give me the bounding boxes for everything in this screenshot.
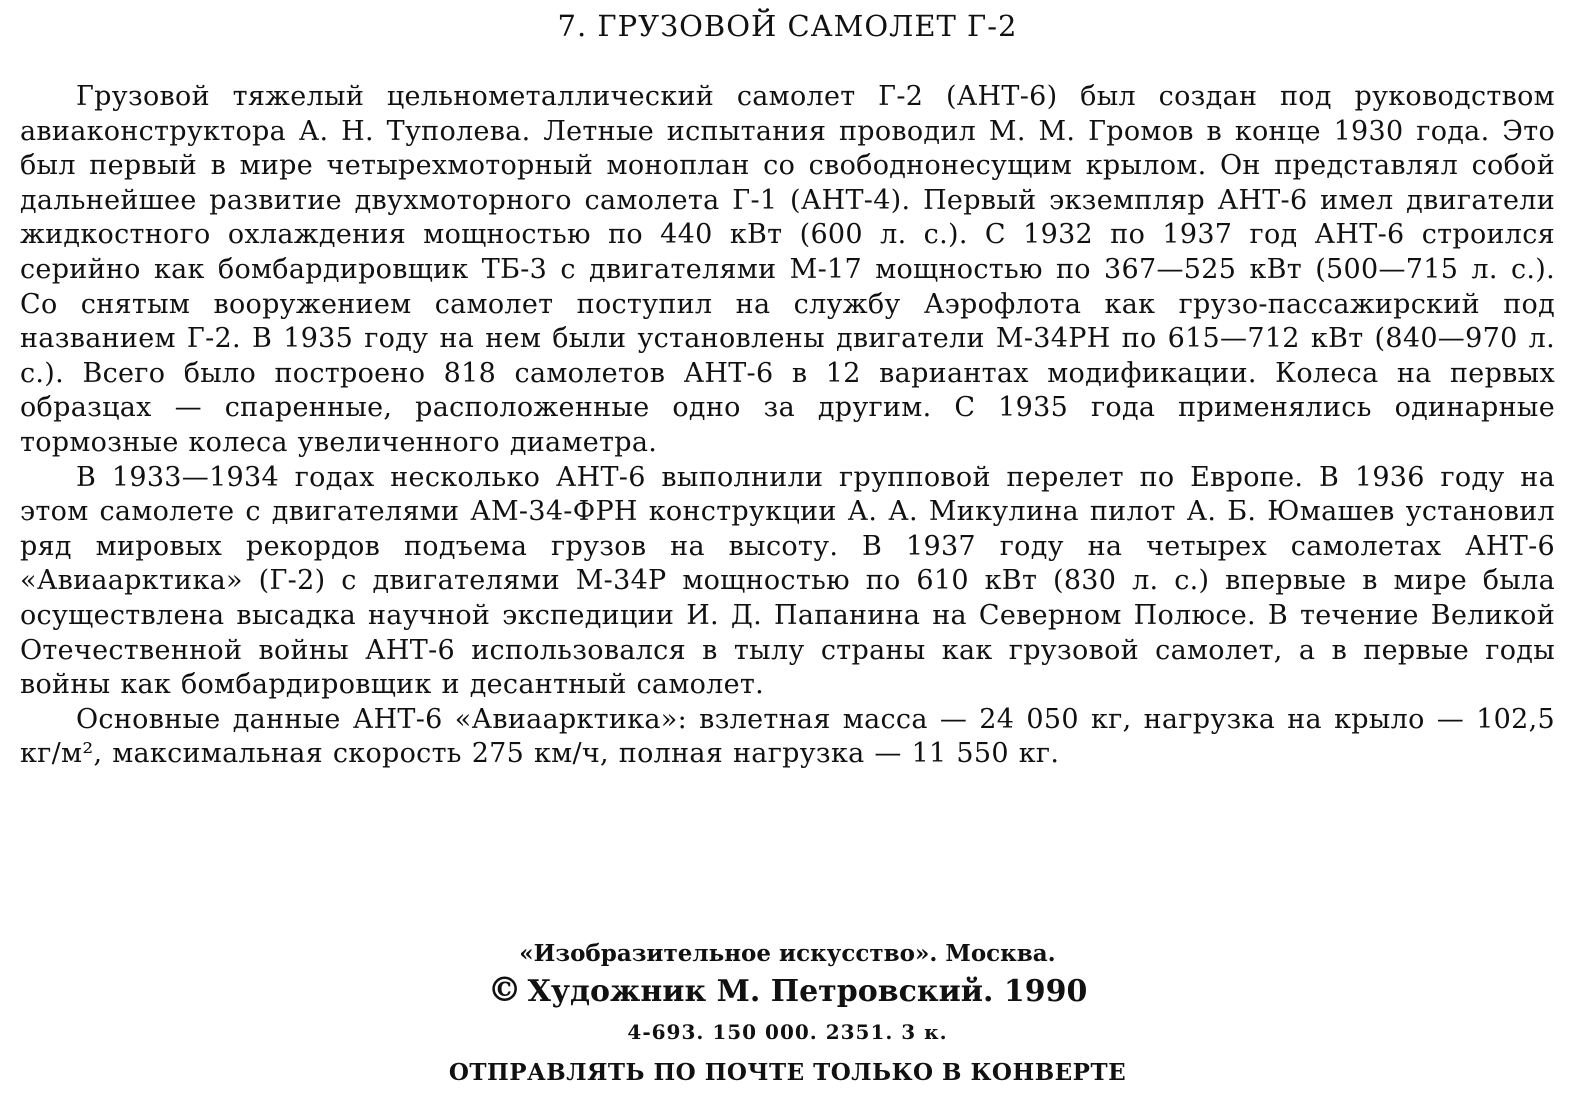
article-body [20,80,1555,772]
publisher-line: «Изобразительное искусство». Москва. [519,940,1056,967]
mailing-notice: ОТПРАВЛЯТЬ ПО ПОЧТЕ ТОЛЬКО В КОНВЕРТЕ [448,1059,1127,1086]
copyright-line [0,970,1575,1012]
imprint [0,938,1575,1092]
page-title: 7. ГРУЗОВОЙ САМОЛЕТ Г-2 [557,9,1018,43]
paragraph-records: В 1933—1934 годах несколько АНТ-6 выполнили групповой перелет по Европе. В 1936 году на этом самолете с двигателями АМ-34-ФРН конструкции А. А. Микулина пилот А. Б. Юмашев установил ряд мировых рекордов подъема грузов на высоту. В 1937 году на четырех самолетах АНТ-6 «Авиаарктика» (Г-2) с двигателями М-34Р мощностью по 610 кВт (830 л. с.) впервые в мире была осуществлена высадка научной экспедиции И. Д. Папанина на Северном Полюсе. В течение Великой Отечественной войны АНТ-6 использовался в тылу страны как грузовой самолет, а в первые годы войны как бомбардировщик и десантный самолет. [20,461,1555,701]
print-codes: 4-693. 150 000. 2351. 3 к. [627,1020,948,1044]
paragraph-history: Грузовой тяжелый цельнометаллический самолет Г-2 (АНТ-6) был создан под руководством авиаконструктора А. Н. Туполева. Летные испытания проводил М. М. Громов в конце 1930 года. Это был первый в мире четырехмоторный моноплан со свободнонесущим крылом. Он представлял собой дальнейшее развитие двухмоторного самолета Г-1 (АНТ-4). Первый экземпляр АНТ-6 имел двигатели жидкостного охлаждения мощностью по 440 кВт (600 л. с.). С 1932 по 1937 год АНТ-6 строился серийно как бомбардировщик ТБ-3 с двигателями М-17 мощностью по 367—525 кВт (500—715 л. с.). Со снятым вооружением самолет поступил на службу Аэрофлота как грузо-пассажирский под названием Г-2. В 1935 году на нем были установлены двигатели М-34РН по 615—712 кВт (840—970 л. с.). Всего было построено 818 самолетов АНТ-6 в 12 вариантах модификации. Колеса на первых образцах — спаренные, расположенные одно за другим. С 1935 года применялись одинарные тормозные колеса увеличенного диаметра. [20,81,1555,458]
copyright-text: Художник М. Петровский. 1990 [527,974,1088,1009]
copyright-icon: © [487,970,522,1010]
paragraph-specs: Основные данные АНТ-6 «Авиаарктика»: взлетная масса — 24 050 кг, нагрузка на крыло — 102,5 кг/м², максимальная скорость 275 км/ч, полная нагрузка — 11 550 кг. [20,703,1555,770]
